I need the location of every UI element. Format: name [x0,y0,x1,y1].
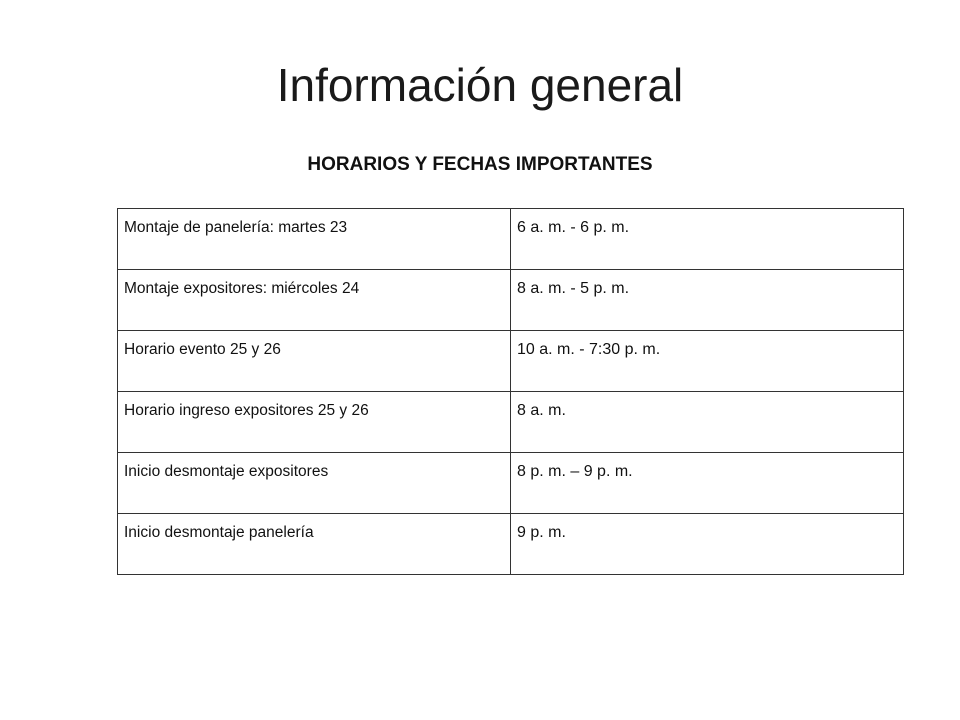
page-title: Información general [276,59,684,111]
time-cell: 10 a. m. - 7:30 p. m. [511,331,904,392]
activity-cell: Montaje expositores: miércoles 24 [118,270,511,331]
table-row [118,392,904,453]
time-cell: 6 a. m. - 6 p. m. [511,209,904,270]
time-cell: 9 p. m. [511,514,904,575]
table-row [118,514,904,575]
section-heading: HORARIOS Y FECHAS IMPORTANTES [307,154,653,175]
table-row [118,209,904,270]
schedule-table [117,208,904,575]
time-cell: 8 p. m. – 9 p. m. [511,453,904,514]
time-cell: 8 a. m. - 5 p. m. [511,270,904,331]
activity-cell: Horario evento 25 y 26 [118,331,511,392]
table-row [118,270,904,331]
activity-cell: Horario ingreso expositores 25 y 26 [118,392,511,453]
time-cell: 8 a. m. [511,392,904,453]
activity-cell: Inicio desmontaje panelería [118,514,511,575]
table-row [118,453,904,514]
activity-cell: Inicio desmontaje expositores [118,453,511,514]
activity-cell: Montaje de panelería: martes 23 [118,209,511,270]
table-row [118,331,904,392]
